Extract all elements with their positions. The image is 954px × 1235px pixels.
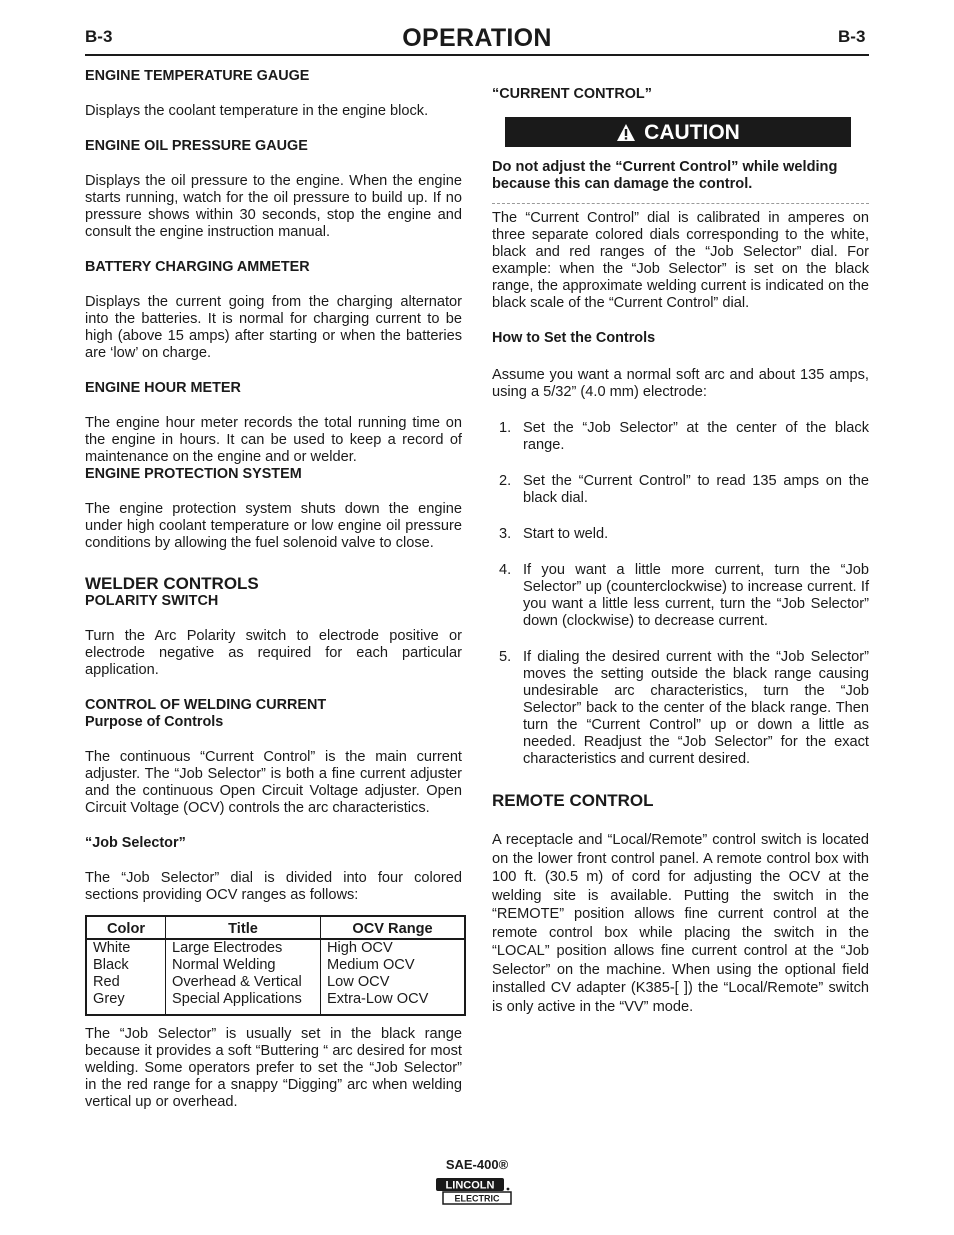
table-row bbox=[86, 939, 465, 957]
ocv-table bbox=[85, 915, 466, 1016]
step-number: 4. bbox=[499, 562, 512, 578]
list-item bbox=[492, 562, 869, 630]
table-cell: Extra-Low OCV bbox=[327, 991, 429, 1007]
table-row bbox=[86, 991, 465, 1015]
step-text: If you want a little more current, turn the “Job Selector” up (counterclockwise) to increase current. If you want a little less current, turn the “Job Selector” down (clockwise) to decrease current. bbox=[523, 562, 869, 629]
list-item bbox=[492, 473, 869, 507]
step-text: Set the “Job Selector” at the center of the black range. bbox=[523, 420, 869, 453]
page-number-right: B-3 bbox=[838, 27, 866, 46]
left-column bbox=[85, 68, 462, 1111]
table-row bbox=[86, 957, 465, 974]
job-selector-text: The “Job Selector” dial is divided into four colored sections providing OCV ranges as follows: bbox=[85, 870, 462, 903]
table-cell: Low OCV bbox=[327, 974, 390, 990]
table-cell: Special Applications bbox=[166, 991, 321, 1015]
job-selector-after-table-text: The “Job Selector” is usually set in the black range because it provides a soft “Buttering “ arc desired for most welding. Some operators prefer to set the “Job Selector” in the red range for a snappy “Digging” arc when welding vertical up or overhead. bbox=[85, 1026, 462, 1110]
list-item bbox=[492, 420, 869, 454]
warning-triangle-icon bbox=[616, 123, 636, 142]
purpose-heading: Purpose of Controls bbox=[85, 714, 224, 730]
table-header-ocv: OCV Range bbox=[321, 916, 466, 939]
table-cell: Overhead & Vertical bbox=[166, 974, 321, 991]
engine-temp-text: Displays the coolant temperature in the engine block. bbox=[85, 103, 429, 119]
right-column bbox=[492, 86, 869, 1016]
remote-control-heading: REMOTE CONTROL bbox=[492, 791, 654, 810]
step-number: 5. bbox=[499, 649, 512, 665]
divider bbox=[492, 203, 869, 204]
polarity-text: Turn the Arc Polarity switch to electrode positive or electrode negative as required for each particular application. bbox=[85, 628, 462, 678]
job-selector-heading: “Job Selector” bbox=[85, 835, 186, 851]
model-name: SAE-400® bbox=[445, 1157, 509, 1172]
table-header-color: Color bbox=[86, 916, 166, 939]
how-to-heading: How to Set the Controls bbox=[492, 330, 656, 346]
table-cell: Grey bbox=[86, 991, 166, 1015]
table-cell: Normal Welding bbox=[166, 957, 321, 974]
caution-label: CAUTION bbox=[644, 120, 740, 144]
welder-controls-heading: WELDER CONTROLS bbox=[85, 574, 259, 593]
logo-text-top: LINCOLN bbox=[445, 1179, 495, 1192]
table-header-row bbox=[86, 916, 465, 939]
oil-pressure-heading: ENGINE OIL PRESSURE GAUGE bbox=[85, 138, 308, 154]
hour-meter-text: The engine hour meter records the total running time on the engine in hours. It can be used to keep a record of maintenance on the engine and or welder. bbox=[85, 415, 462, 465]
header-rule bbox=[85, 54, 869, 56]
lincoln-electric-logo bbox=[435, 1176, 513, 1206]
steps-list bbox=[492, 420, 869, 768]
protection-text: The engine protection system shuts down the engine under high coolant temperature or low engine oil pressure conditions by allowing the fuel solenoid valve to close. bbox=[85, 501, 462, 551]
table-cell: Red bbox=[86, 974, 166, 991]
page-number-left: B-3 bbox=[85, 27, 113, 46]
hour-meter-heading: ENGINE HOUR METER bbox=[85, 380, 241, 396]
purpose-text: The continuous “Current Control” is the main current adjuster. The “Job Selector” is both a fine current adjuster and the continuous Open Circuit Voltage adjuster. Open Circuit Voltage (OCV) controls the arc characteristics. bbox=[85, 749, 462, 816]
oil-pressure-text: Displays the oil pressure to the engine. When the engine starts running, watch for the oil pressure to build up. If no pressure shows within 30 seconds, stop the engine and consult the engine instruction manual. bbox=[85, 173, 462, 240]
list-item bbox=[492, 649, 869, 768]
step-text: Start to weld. bbox=[523, 526, 609, 542]
table-header-title: Title bbox=[166, 916, 321, 939]
table-cell: Black bbox=[86, 957, 166, 974]
step-text: If dialing the desired current with the “Job Selector” moves the setting outside the black range causing undesirable arc characteristics, turn the “Job Selector” back to the center of the black range. Then turn the “Current Control” up or down a little as needed. Readjust the “Job Selector” for the exact characteristics and current desired. bbox=[523, 649, 869, 767]
caution-banner bbox=[505, 117, 851, 147]
protection-heading: ENGINE PROTECTION SYSTEM bbox=[85, 466, 302, 482]
remote-control-text: A receptacle and “Local/Remote” control switch is located on the lower front control panel. A remote control box with 100 ft. (30.5 m) of cord for adjusting the OCV at the welding site is available. Putting the switch in the “REMOTE” position allows fine current control at the remote control box while placing the switch in the “LOCAL” position allows fine current control at the “Job Selector” on the machine. When using the optional field installed CV adapter (K385-[ ]) the “Local/Remote” switch is only active in the “VV” mode. bbox=[492, 832, 869, 1015]
table-cell: Large Electrodes bbox=[166, 939, 321, 957]
step-text: Set the “Current Control” to read 135 amps on the black dial. bbox=[523, 473, 869, 506]
ammeter-heading: BATTERY CHARGING AMMETER bbox=[85, 259, 310, 275]
current-control-heading: “CURRENT CONTROL” bbox=[492, 86, 652, 102]
table-cell: High OCV bbox=[327, 940, 393, 956]
table-cell: Medium OCV bbox=[327, 957, 415, 973]
table-cell: White bbox=[86, 939, 166, 957]
polarity-heading: POLARITY SWITCH bbox=[85, 593, 219, 609]
list-item bbox=[492, 526, 869, 543]
engine-temp-heading: ENGINE TEMPERATURE GAUGE bbox=[85, 68, 310, 84]
control-current-heading: CONTROL OF WELDING CURRENT bbox=[85, 697, 327, 713]
current-control-text: The “Current Control” dial is calibrated in amperes on three separate colored dials corresponding to the white, black and red ranges of the “Job Selector” dial. For example: when the “Job Selector” is set on the black range, the approximate welding current is indicated on the black scale of the “Current Control” dial. bbox=[492, 210, 869, 311]
step-number: 1. bbox=[499, 420, 512, 436]
logo-text-bottom: ELECTRIC bbox=[454, 1193, 500, 1204]
step-number: 2. bbox=[499, 473, 512, 489]
ammeter-text: Displays the current going from the charging alternator into the batteries. It is normal for charging current to be high (above 15 amps) after starting or when the batteries are ‘low’ on charge. bbox=[85, 294, 462, 361]
page-title: OPERATION bbox=[402, 24, 552, 52]
how-to-intro: Assume you want a normal soft arc and about 135 amps, using a 5/32” (4.0 mm) electrode: bbox=[492, 367, 869, 400]
step-number: 3. bbox=[499, 526, 512, 542]
caution-text: Do not adjust the “Current Control” while welding because this can damage the control. bbox=[492, 159, 838, 192]
table-row bbox=[86, 974, 465, 991]
